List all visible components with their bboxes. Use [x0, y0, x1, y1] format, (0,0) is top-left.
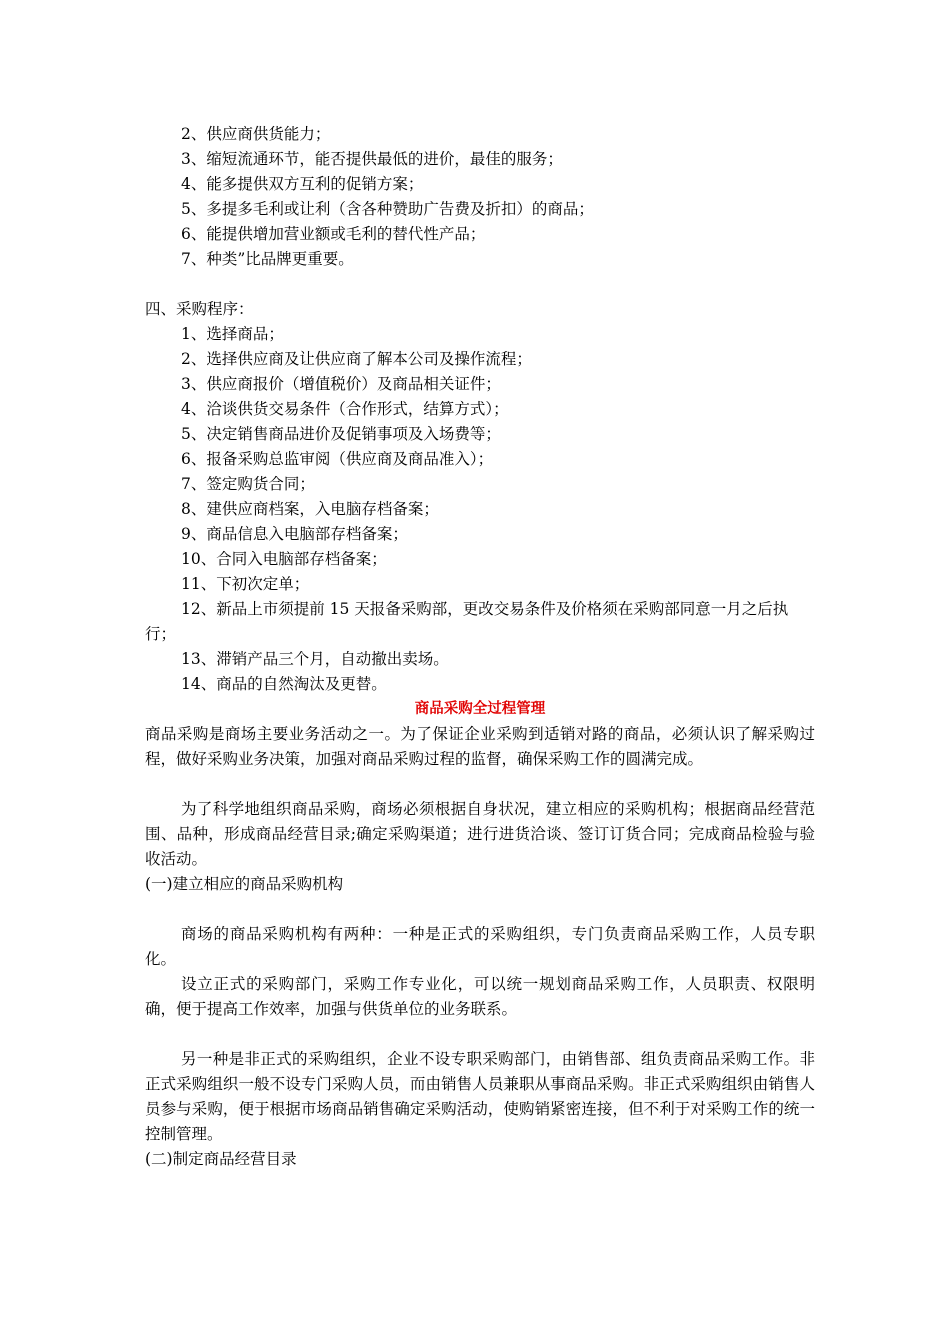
list-item: 5、决定销售商品进价及促销事项及入场费等； [181, 425, 501, 443]
spacer [145, 272, 815, 297]
list-item: 14、商品的自然淘汰及更替。 [181, 675, 387, 693]
list-item: 6、能提供增加营业额或毛利的替代性产品； [181, 225, 486, 243]
list-item: 4、能多提供双方互利的促销方案； [181, 175, 424, 193]
list-item: 5、多提多毛利或让利（含各种赞助广告费及折扣）的商品； [181, 200, 594, 218]
list-item: 8、建供应商档案，入电脑存档备案； [181, 500, 439, 518]
spacer [145, 897, 815, 922]
list-item: 13、滞销产品三个月，自动撤出卖场。 [181, 650, 449, 668]
list-item: 6、报备采购总监审阅（供应商及商品准入）； [181, 450, 494, 468]
article-title: 商品采购全过程管理 [414, 701, 546, 717]
spacer [145, 772, 815, 797]
list-item: 4、洽谈供货交易条件（合作形式，结算方式）； [181, 400, 509, 418]
subheading: (二)制定商品经营目录 [145, 1150, 297, 1168]
paragraph-informal: 另一种是非正式的采购组织，企业不设专职采购部门，由销售部、组负责商品采购工作。非正式采购组织一般不设专门采购人员，而由销售人员兼职从事商品采购。非正式采购组织由销售人员参与采购，便于根据市场商品销售确定采购活动，使购销紧密连接，但不利于对采购工作的统一控制管理。 [145, 1050, 815, 1143]
list-item: 2、供应商供货能力； [181, 125, 331, 143]
list-item: 7、种类”比品牌更重要。 [181, 250, 354, 268]
document-page [145, 122, 815, 1172]
list-item: 11、下初次定单； [181, 575, 310, 593]
paragraph-organize: 为了科学地组织商品采购，商场必须根据自身状况，建立相应的采购机构；根据商品经营范围、品种，形成商品经营目录;确定采购渠道；进行进货洽谈、签订订货合同；完成商品检验与验收活动。 [145, 800, 815, 868]
list-item: 12、新品上市须提前 15 天报备采购部，更改交易条件及价格须在采购部同意一月之后执行； [145, 600, 789, 643]
section-heading: 四、采购程序： [145, 300, 254, 318]
paragraph-intro: 商品采购是商场主要业务活动之一。为了保证企业采购到适销对路的商品，必须认识了解采购过程，做好采购业务决策，加强对商品采购过程的监督，确保采购工作的圆满完成。 [145, 725, 815, 768]
list-item: 3、供应商报价（增值税价）及商品相关证件； [181, 375, 501, 393]
list-item: 1、选择商品； [181, 325, 284, 343]
list-item: 2、选择供应商及让供应商了解本公司及操作流程； [181, 350, 532, 368]
list-item: 3、缩短流通环节，能否提供最低的进价，最佳的服务； [181, 150, 563, 168]
list-item: 9、商品信息入电脑部存档备案； [181, 525, 408, 543]
spacer [145, 1022, 815, 1047]
paragraph-two-kinds: 商场的商品采购机构有两种：一种是正式的采购组织，专门负责商品采购工作，人员专职化。 [145, 925, 815, 968]
list-item: 7、签定购货合同； [181, 475, 315, 493]
list-item: 10、合同入电脑部存档备案； [181, 550, 387, 568]
subheading: (一)建立相应的商品采购机构 [145, 875, 344, 893]
paragraph-formal: 设立正式的采购部门，采购工作专业化，可以统一规划商品采购工作，人员职责、权限明确，便于提高工作效率，加强与供货单位的业务联系。 [145, 975, 815, 1018]
